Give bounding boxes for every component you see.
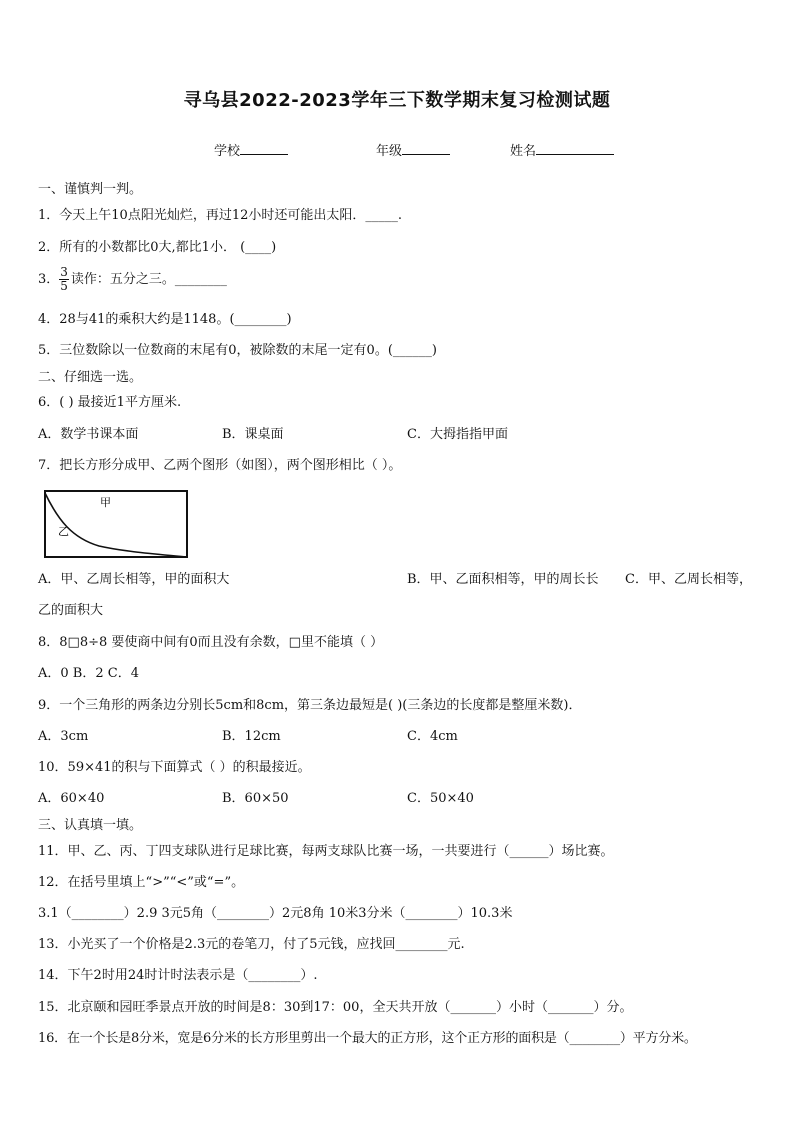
school-field bbox=[214, 140, 288, 159]
rectangle-outline bbox=[45, 491, 187, 557]
question-10-option-a[interactable]: A．60×40 bbox=[38, 791, 105, 806]
exam-title: 寻乌县2022-2023学年三下数学期末复习检测试题 bbox=[183, 90, 611, 111]
fraction-denominator: 5 bbox=[60, 279, 68, 293]
question-8: 8．8□8÷8 要使商中间有0而且没有余数，□里不能填（ ） bbox=[38, 635, 384, 650]
region-yi-label: 乙 bbox=[58, 525, 69, 538]
question-16: 16．在一个长是8分米，宽是6分米的长方形里剪出一个最大的正方形，这个正方形的面积是（________）平方分米。 bbox=[38, 1031, 697, 1046]
question-1: 1．今天上午10点阳光灿烂，再过12小时还可能出太阳．_____. bbox=[38, 208, 402, 223]
question-9: 9．一个三角形的两条边分别长5cm和8cm，第三条边最短是( )(三条边的长度都是整厘米数)． bbox=[38, 698, 582, 713]
section-heading-3: 三、认真填一填。 bbox=[38, 818, 143, 833]
question-9-option-c[interactable]: C．4cm bbox=[407, 729, 458, 744]
question-4: 4．28与41的乘积大约是1148。(________) bbox=[38, 312, 292, 327]
name-field bbox=[510, 140, 614, 159]
question-10-option-b[interactable]: B．60×50 bbox=[222, 791, 289, 806]
question-6-option-a[interactable]: A．数学书课本面 bbox=[38, 427, 139, 442]
question-3-text: 读作：五分之三。________ bbox=[70, 272, 227, 287]
school-label: 学校 bbox=[214, 144, 241, 159]
question-8-options[interactable]: A．0 B．2 C．4 bbox=[38, 666, 139, 681]
grade-field bbox=[376, 140, 450, 159]
question-2: 2．所有的小数都比0大,都比1小． (____) bbox=[38, 240, 277, 255]
question-7-option-b[interactable]: B．甲、乙面积相等，甲的周长长 bbox=[407, 572, 599, 587]
question-10: 10．59×41的积与下面算式（ ）的积最接近。 bbox=[38, 760, 311, 775]
question-6-option-c[interactable]: C．大拇指指甲面 bbox=[407, 427, 508, 442]
question-6: 6．( ) 最接近1平方厘米. bbox=[38, 395, 182, 410]
question-3 bbox=[38, 266, 227, 293]
question-11: 11．甲、乙、丙、丁四支球队进行足球比赛，每两支球队比赛一场，一共要进行（______）场比赛。 bbox=[38, 844, 614, 859]
question-13: 13．小光买了一个价格是2.3元的卷笔刀，付了5元钱，应找回________元. bbox=[38, 937, 465, 952]
question-5: 5．三位数除以一位数商的末尾有0，被除数的末尾一定有0。(______) bbox=[38, 343, 437, 358]
region-jia-label: 甲 bbox=[100, 496, 111, 509]
question-10-option-c[interactable]: C．50×40 bbox=[407, 791, 474, 806]
question-14: 14．下午2时用24时计时法表示是（________）. bbox=[38, 968, 318, 983]
name-label: 姓名 bbox=[510, 144, 537, 159]
question-3-number: 3． bbox=[38, 272, 60, 287]
question-12: 12．在括号里填上“>”“<”或“=”。 bbox=[38, 875, 245, 890]
question-7-option-c-continued: 乙的面积大 bbox=[38, 603, 104, 618]
name-blank[interactable] bbox=[536, 142, 614, 155]
school-blank[interactable] bbox=[240, 142, 288, 155]
fraction-numerator: 3 bbox=[60, 265, 68, 279]
question-9-option-a[interactable]: A．3cm bbox=[38, 729, 89, 744]
grade-blank[interactable] bbox=[402, 142, 450, 155]
section-heading-2: 二、仔细选一选。 bbox=[38, 370, 143, 385]
question-12-items: 3.1（________）2.9 3元5角（________）2元8角 10米3分米（________）10.3米 bbox=[38, 906, 513, 921]
question-6-option-b[interactable]: B．课桌面 bbox=[222, 427, 284, 442]
question-7-option-c[interactable]: C．甲、乙周长相等， bbox=[625, 572, 752, 587]
question-7: 7．把长方形分成甲、乙两个图形（如图），两个图形相比（ ）。 bbox=[38, 458, 402, 473]
grade-label: 年级 bbox=[376, 144, 403, 159]
section-heading-1: 一、谨慎判一判。 bbox=[38, 182, 143, 197]
rectangle-figure bbox=[44, 490, 190, 560]
question-15: 15．北京颐和园旺季景点开放的时间是8：30到17：00，全天共开放（_______）小时（_______）分。 bbox=[38, 1000, 633, 1015]
question-9-option-b[interactable]: B．12cm bbox=[222, 729, 281, 744]
question-7-option-a[interactable]: A．甲、乙周长相等，甲的面积大 bbox=[38, 572, 230, 587]
fraction bbox=[59, 266, 69, 293]
